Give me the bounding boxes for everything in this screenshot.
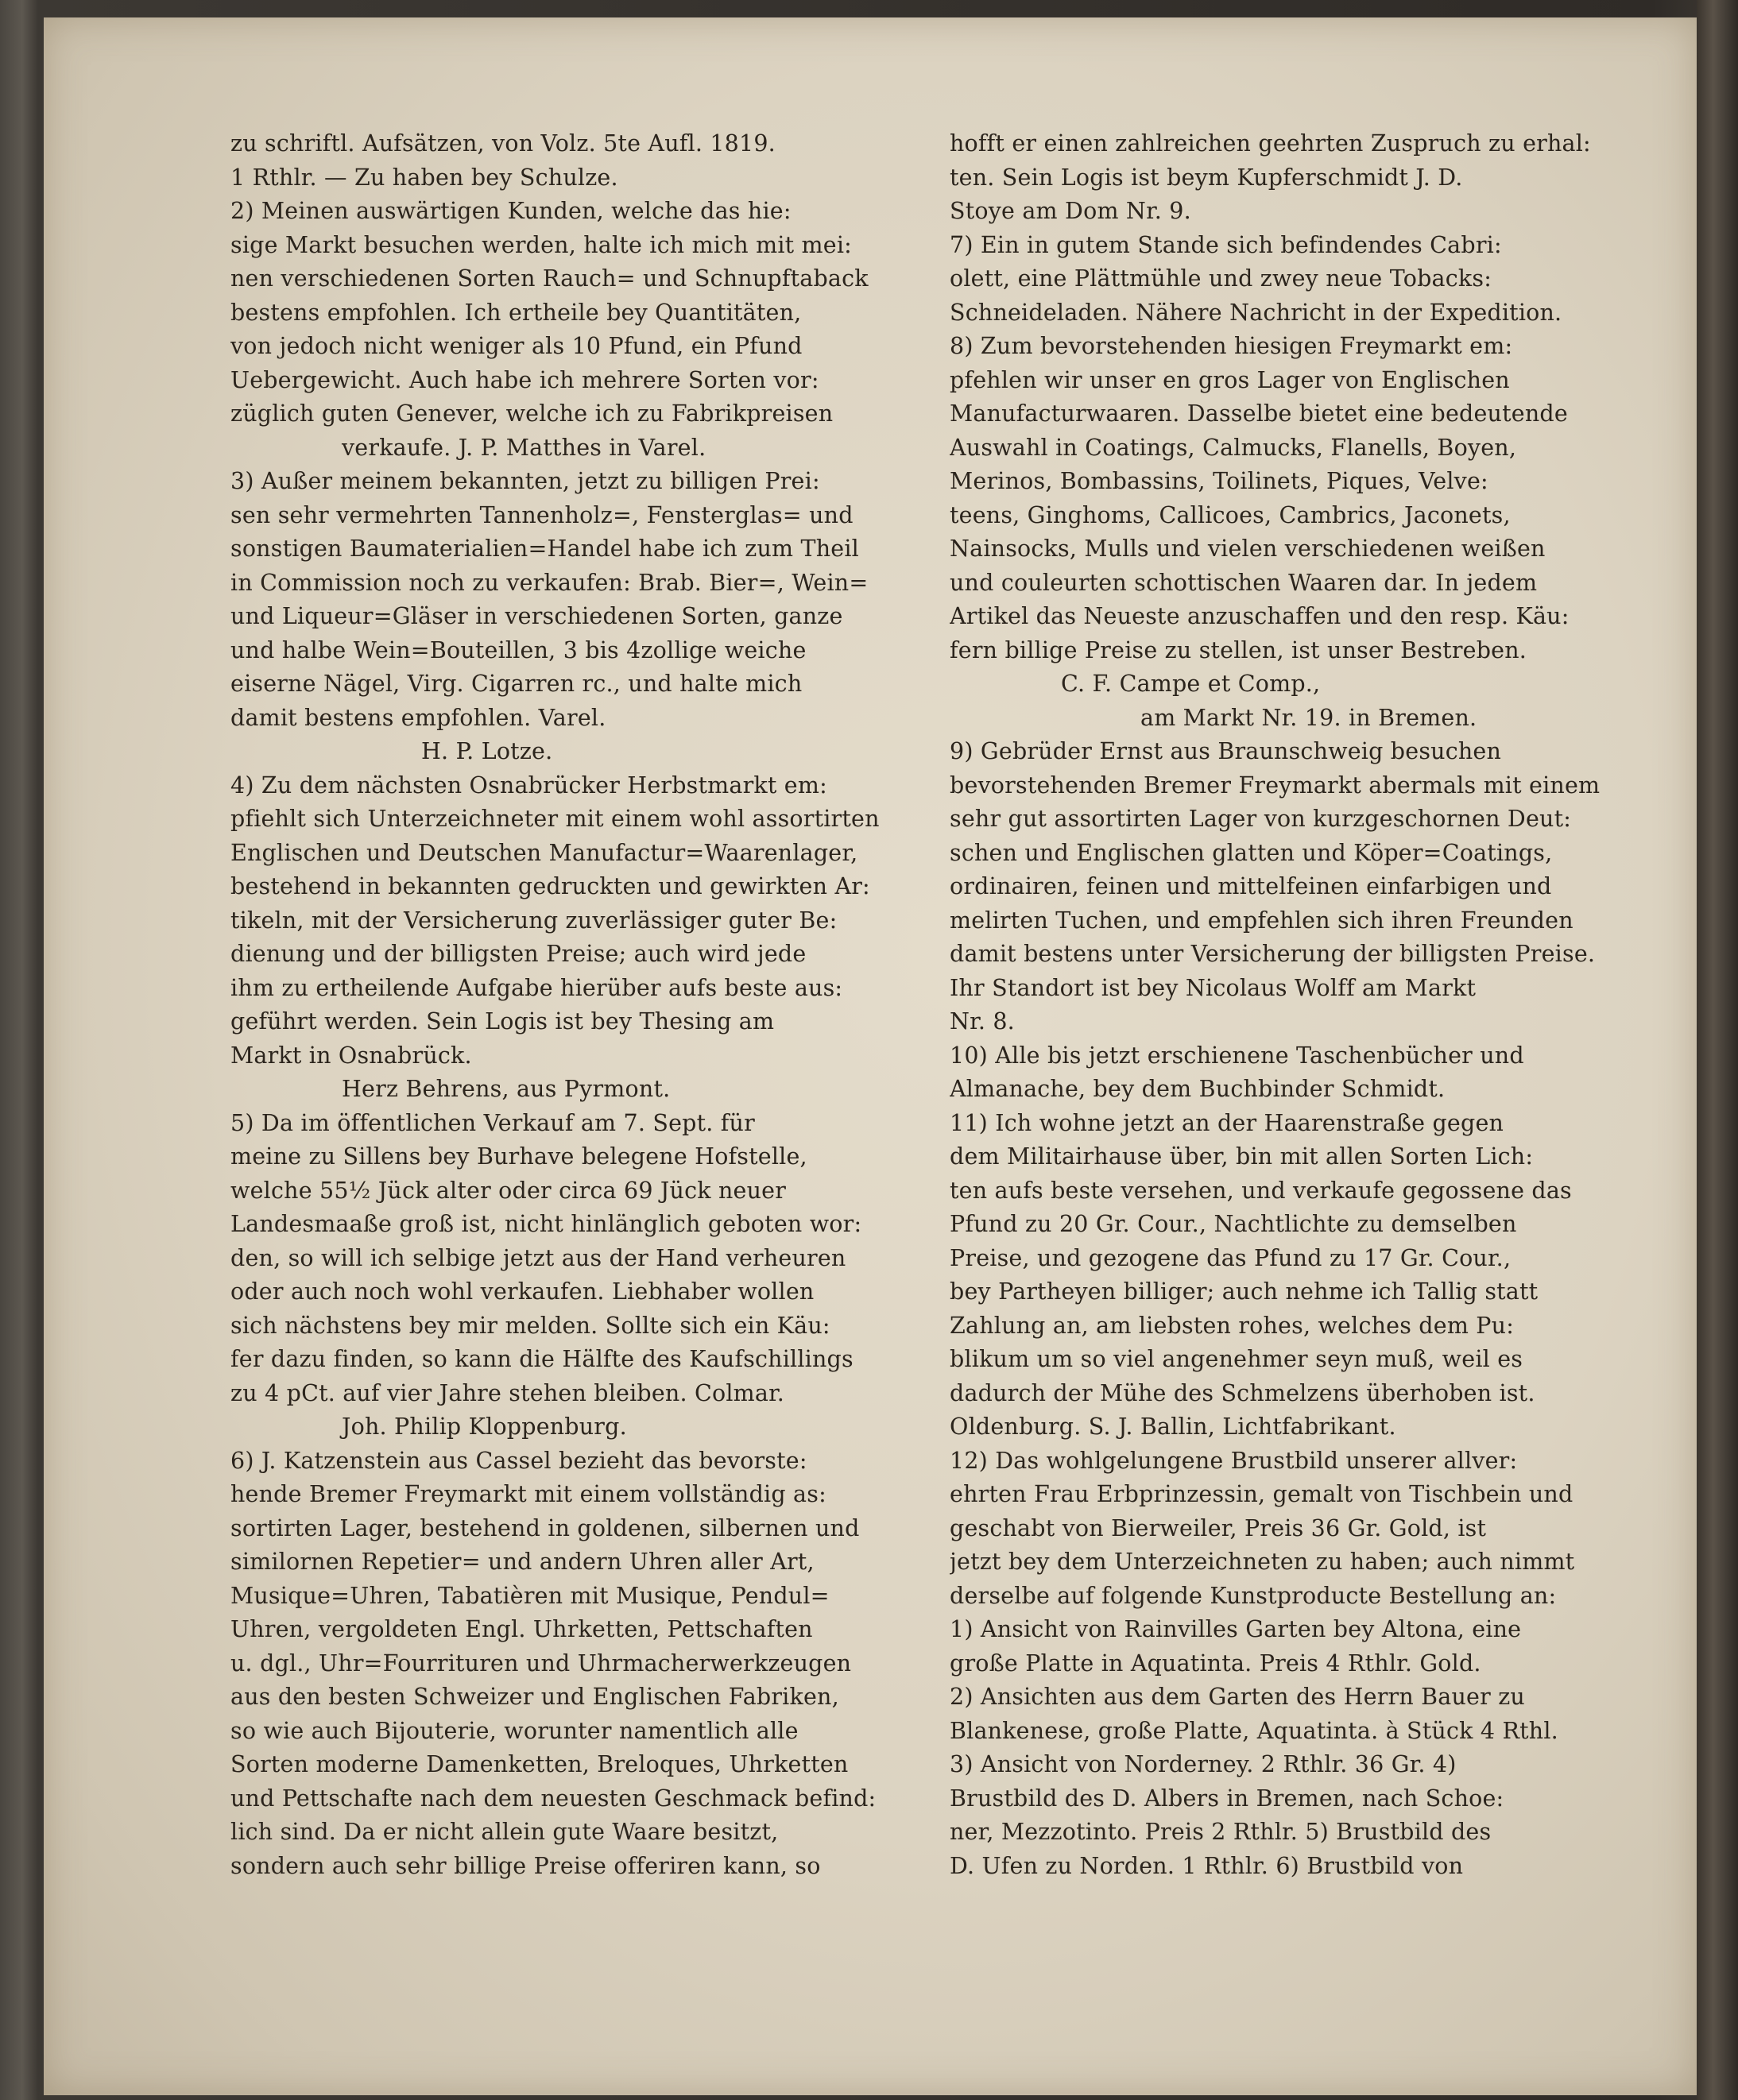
text-line: ner, Mezzotinto. Preis 2 Rthlr. 5) Brustbild des [950, 1819, 1492, 1845]
text-line: Manufacturwaaren. Dasselbe bietet eine bedeutende [950, 400, 1568, 427]
text-line: Brustbild des D. Albers in Bremen, nach Schoe: [950, 1785, 1504, 1812]
text-line: tikeln, mit der Versicherung zuverlässiger guter Be: [230, 907, 838, 934]
text-line: Landesmaaße groß ist, nicht hinlänglich geboten wor: [230, 1211, 862, 1237]
text-line: Almanache, bey dem Buchbinder Schmidt. [950, 1076, 1446, 1102]
text-line: sich nächstens bey mir melden. Sollte sich ein Käu: [230, 1312, 830, 1339]
text-line: Uebergewicht. Auch habe ich mehrere Sorten vor: [230, 366, 819, 393]
text-line: lich sind. Da er nicht allein gute Waare besitzt, [230, 1819, 779, 1845]
text-line: und Liqueur=Gläser in verschiedenen Sorten, ganze [230, 603, 843, 629]
text-line: hende Bremer Freymarkt mit einem vollständig as: [230, 1481, 826, 1507]
text-line: sen sehr vermehrten Tannenholz=, Fensterglas= und [230, 501, 854, 528]
text-line: Zahlung an, am liebsten rohes, welches dem Pu: [950, 1312, 1515, 1339]
text-line: aus den besten Schweizer und Englischen Fabriken, [230, 1684, 839, 1710]
text-line: bevorstehenden Bremer Freymarkt abermals mit einem [950, 772, 1601, 799]
text-line: Blankenese, große Platte, Aquatinta. à Stück 4 Rthl. [950, 1717, 1558, 1744]
text-line: Uhren, vergoldeten Engl. Uhrketten, Pettschaften [230, 1616, 813, 1642]
text-line: 2) Meinen auswärtigen Kunden, welche das hie: [230, 198, 792, 224]
text-line: Nainsocks, Mulls und vielen verschiedenen weißen [950, 536, 1546, 562]
text-line: teens, Ginghoms, Callicoes, Cambrics, Jaconets, [950, 501, 1511, 528]
text-line: bey Partheyen billiger; auch nehme ich Tallig statt [950, 1278, 1539, 1305]
text-line: Herz Behrens, aus Pyrmont. [342, 1076, 671, 1102]
text-line: u. dgl., Uhr=Fourrituren und Uhrmacherwerkzeugen [230, 1649, 852, 1677]
text-line: Schneideladen. Nähere Nachricht in der Expedition. [950, 299, 1562, 326]
text-line: 10) Alle bis jetzt erschienene Taschenbücher und [950, 1042, 1524, 1069]
text-line: ten. Sein Logis ist beym Kupferschmidt J. D. [950, 164, 1463, 191]
text-line: blikum um so viel angenehmer seyn muß, weil es [950, 1346, 1523, 1372]
text-line: 9) Gebrüder Ernst aus Braunschweig besuchen [950, 738, 1502, 764]
text-line: Englischen und Deutschen Manufactur=Waarenlager, [230, 839, 858, 866]
book-spine-edge [1697, 0, 1738, 2100]
text-line: olett, eine Plättmühle und zwey neue Tobacks: [950, 265, 1492, 292]
text-line: welche 55½ Jück alter oder circa 69 Jück neuer [230, 1177, 787, 1204]
text-line: fern billige Preise zu stellen, ist unser Bestreben. [950, 636, 1527, 663]
text-line: große Platte in Aquatinta. Preis 4 Rthlr. Gold. [950, 1649, 1481, 1677]
text-line: dem Militairhause über, bin mit allen Sorten Lich: [950, 1143, 1534, 1170]
text-line: 11) Ich wohne jetzt an der Haarenstraße gegen [950, 1109, 1504, 1136]
text-line: Oldenburg. S. J. Ballin, Lichtfabrikant. [950, 1414, 1396, 1440]
text-line: H. P. Lotze. [421, 738, 553, 764]
right-column [950, 127, 1657, 1883]
text-line: 6) J. Katzenstein aus Cassel bezieht das bevorste: [230, 1447, 807, 1474]
text-line: den, so will ich selbige jetzt aus der Hand verheuren [230, 1244, 846, 1271]
text-line: bestehend in bekannten gedruckten und gewirkten Ar: [230, 873, 870, 899]
text-line: Sorten moderne Damenketten, Breloques, Uhrketten [230, 1751, 849, 1777]
text-line: jetzt bey dem Unterzeichneten zu haben; auch nimmt [950, 1549, 1575, 1575]
text-line: oder auch noch wohl verkaufen. Liebhaber wollen [230, 1278, 815, 1305]
text-line: melirten Tuchen, und empfehlen sich ihren Freunden [950, 907, 1573, 934]
text-line: 5) Da im öffentlichen Verkauf am 7. Sept. für [230, 1109, 755, 1136]
text-line: am Markt Nr. 19. in Bremen. [1140, 704, 1477, 731]
text-line: Musique=Uhren, Tabatièren mit Musique, Pendul= [230, 1582, 830, 1609]
text-line: 3) Außer meinem bekannten, jetzt zu billigen Prei: [230, 468, 820, 494]
text-line: 1 Rthlr. — Zu haben bey Schulze. [230, 164, 618, 191]
text-line: meine zu Sillens bey Burhave belegene Hofstelle, [230, 1143, 807, 1170]
text-line: geführt werden. Sein Logis ist bey Thesing am [230, 1008, 775, 1035]
text-line: ihm zu ertheilende Aufgabe hierüber aufs beste aus: [230, 974, 843, 1001]
text-line: dadurch der Mühe des Schmelzens überhoben ist. [950, 1379, 1535, 1406]
text-line: Stoye am Dom Nr. 9. [950, 198, 1191, 224]
text-line: 7) Ein in gutem Stande sich befindendes Cabri: [950, 231, 1502, 258]
text-line: und halbe Wein=Bouteillen, 3 bis 4zollige weiche [230, 636, 807, 663]
text-line: Merinos, Bombassins, Toilinets, Piques, Velve: [950, 468, 1488, 494]
text-line: zu 4 pCt. auf vier Jahre stehen bleiben. Colmar. [230, 1379, 785, 1406]
text-line: damit bestens unter Versicherung der billigsten Preise. [950, 941, 1596, 967]
text-line: ordinairen, feinen und mittelfeinen einfarbigen und [950, 873, 1552, 899]
text-line: hofft er einen zahlreichen geehrten Zuspruch zu erhal: [950, 130, 1591, 157]
text-line: geschabt von Bierweiler, Preis 36 Gr. Gold, ist [950, 1514, 1487, 1541]
text-line: similornen Repetier= und andern Uhren aller Art, [230, 1549, 815, 1575]
text-line: sige Markt besuchen werden, halte ich mich mit mei: [230, 231, 852, 258]
text-line: nen verschiedenen Sorten Rauch= und Schnupftaback [230, 265, 869, 292]
text-line: so wie auch Bijouterie, worunter namentlich alle [230, 1717, 799, 1744]
text-line: 1) Ansicht von Rainvilles Garten bey Altona, eine [950, 1616, 1522, 1642]
text-line: Pfund zu 20 Gr. Cour., Nachtlichte zu demselben [950, 1211, 1517, 1237]
text-line: ehrten Frau Erbprinzessin, gemalt von Tischbein und [950, 1481, 1573, 1507]
text-line: und couleurten schottischen Waaren dar. In jedem [950, 569, 1538, 596]
text-line: dienung und der billigsten Preise; auch wird jede [230, 941, 807, 967]
text-line: in Commission noch zu verkaufen: Brab. Bier=, Wein= [230, 569, 869, 596]
text-line: Artikel das Neueste anzuschaffen und den resp. Käu: [950, 603, 1570, 629]
text-line: und Pettschafte nach dem neuesten Geschmack befind: [230, 1785, 877, 1812]
text-line: 12) Das wohlgelungene Brustbild unserer allver: [950, 1447, 1518, 1474]
text-line: pfiehlt sich Unterzeichneter mit einem wohl assortirten [230, 806, 880, 832]
text-line: derselbe auf folgende Kunstproducte Bestellung an: [950, 1582, 1557, 1609]
text-line: Nr. 8. [950, 1008, 1015, 1035]
text-line: schen und Englischen glatten und Köper=Coatings, [950, 839, 1553, 866]
text-line: C. F. Campe et Comp., [1061, 671, 1321, 697]
text-line: eiserne Nägel, Virg. Cigarren rc., und halte mich [230, 671, 803, 697]
text-line: verkaufe. J. P. Matthes in Varel. [342, 434, 706, 461]
text-line: 3) Ansicht von Norderney. 2 Rthlr. 36 Gr. 4) [950, 1751, 1457, 1777]
left-column [230, 127, 938, 1883]
text-line: sonstigen Baumaterialien=Handel habe ich zum Theil [230, 536, 859, 562]
text-line: von jedoch nicht weniger als 10 Pfund, ein Pfund [230, 333, 803, 359]
text-line: zu schriftl. Aufsätzen, von Volz. 5te Aufl. 1819. [230, 130, 776, 157]
text-line: ten aufs beste versehen, und verkaufe gegossene das [950, 1177, 1572, 1204]
text-line: Ihr Standort ist bey Nicolaus Wolff am Markt [950, 974, 1477, 1001]
text-line: Markt in Osnabrück. [230, 1042, 472, 1069]
text-line: 2) Ansichten aus dem Garten des Herrn Bauer zu [950, 1684, 1525, 1710]
text-line: 4) Zu dem nächsten Osnabrücker Herbstmarkt em: [230, 772, 827, 799]
text-line: sondern auch sehr billige Preise offeriren kann, so [230, 1852, 821, 1879]
text-line: sortirten Lager, bestehend in goldenen, silbernen und [230, 1514, 860, 1541]
text-line: fer dazu finden, so kann die Hälfte des Kaufschillings [230, 1346, 854, 1372]
text-line: Preise, und gezogene das Pfund zu 17 Gr. Cour., [950, 1244, 1512, 1271]
text-line: Joh. Philip Kloppenburg. [342, 1414, 627, 1440]
text-line: züglich guten Genever, welche ich zu Fabrikpreisen [230, 400, 834, 427]
text-line: 8) Zum bevorstehenden hiesigen Freymarkt em: [950, 333, 1513, 359]
text-line: bestens empfohlen. Ich ertheile bey Quantitäten, [230, 299, 802, 326]
text-line: Auswahl in Coatings, Calmucks, Flanells, Boyen, [950, 434, 1517, 461]
text-line: sehr gut assortirten Lager von kurzgeschornen Deut: [950, 806, 1572, 832]
text-line: D. Ufen zu Norden. 1 Rthlr. 6) Brustbild von [950, 1852, 1464, 1879]
text-line: damit bestens empfohlen. Varel. [230, 704, 606, 731]
text-line: pfehlen wir unser en gros Lager von Englischen [950, 366, 1510, 393]
